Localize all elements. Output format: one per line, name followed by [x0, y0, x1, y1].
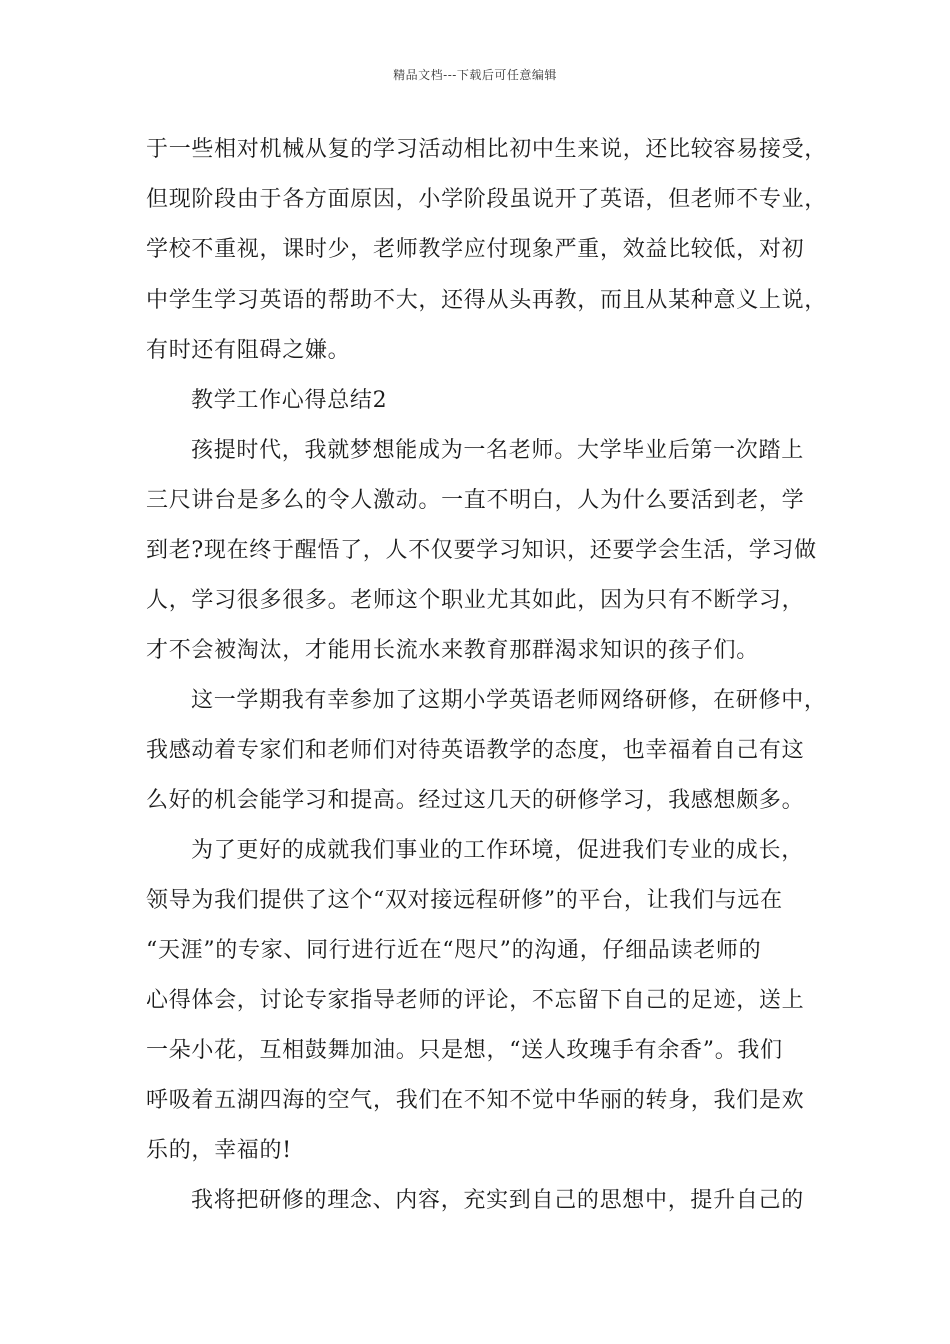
body-line-16: 领导为我们提供了这个“双对接远程研修”的平台，让我们与远在 [146, 888, 783, 913]
body-line-17: “天涯”的专家、同行进行近在“咫尺”的沟通，仔细品读老师的 [146, 938, 762, 963]
body-line-5: 有时还有阻碍之嫌。 [146, 338, 351, 363]
body-line-10: 人，学习很多很多。老师这个职业尤其如此，因为只有不断学习， [146, 588, 805, 613]
body-line-20: 呼吸着五湖四海的空气，我们在不知不觉中华丽的转身，我们是欢 [146, 1088, 805, 1113]
body-line-12: 这一学期我有幸参加了这期小学英语老师网络研修，在研修中， [191, 688, 827, 713]
body-line-21: 乐的，幸福的! [146, 1138, 292, 1163]
body-line-2: 但现阶段由于各方面原因，小学阶段虽说开了英语，但老师不专业， [146, 187, 828, 212]
body-line-1: 于一些相对机械从复的学习活动相比初中生来说，还比较容易接受， [146, 137, 828, 162]
body-line-14: 么好的机会能学习和提高。经过这几天的研修学习，我感想颇多。 [146, 788, 805, 813]
body-line-7: 孩提时代，我就梦想能成为一名老师。大学毕业后第一次踏上 [191, 438, 804, 463]
body-line-11: 才不会被淘汰，才能用长流水来教育那群渴求知识的孩子们。 [146, 638, 759, 663]
page-header: 精品文档---下载后可任意编辑 [393, 68, 557, 82]
body-line-9: 到老?现在终于醒悟了，人不仅要学习知识，还要学会生活，学习做 [146, 538, 817, 563]
body-line-15: 为了更好的成就我们事业的工作环境，促进我们专业的成长， [191, 838, 804, 863]
body-line-4: 中学生学习英语的帮助不大，还得从头再教，而且从某种意义上说， [146, 288, 828, 313]
body-line-18: 心得体会，讨论专家指导老师的评论，不忘留下自己的足迹，送上 [146, 988, 805, 1013]
body-line-8: 三尺讲台是多么的令人激动。一直不明白，人为什么要活到老，学 [146, 488, 805, 513]
section-heading: 教学工作心得总结2 [191, 388, 388, 413]
body-line-13: 我感动着专家们和老师们对待英语教学的态度，也幸福着自己有这 [146, 738, 805, 763]
body-line-19: 一朵小花，互相鼓舞加油。只是想，“送人玫瑰手有余香”。我们 [146, 1038, 783, 1063]
body-line-3: 学校不重视，课时少，老师教学应付现象严重，效益比较低，对初 [146, 237, 805, 262]
body-line-22: 我将把研修的理念、内容，充实到自己的思想中，提升自己的 [191, 1188, 804, 1213]
